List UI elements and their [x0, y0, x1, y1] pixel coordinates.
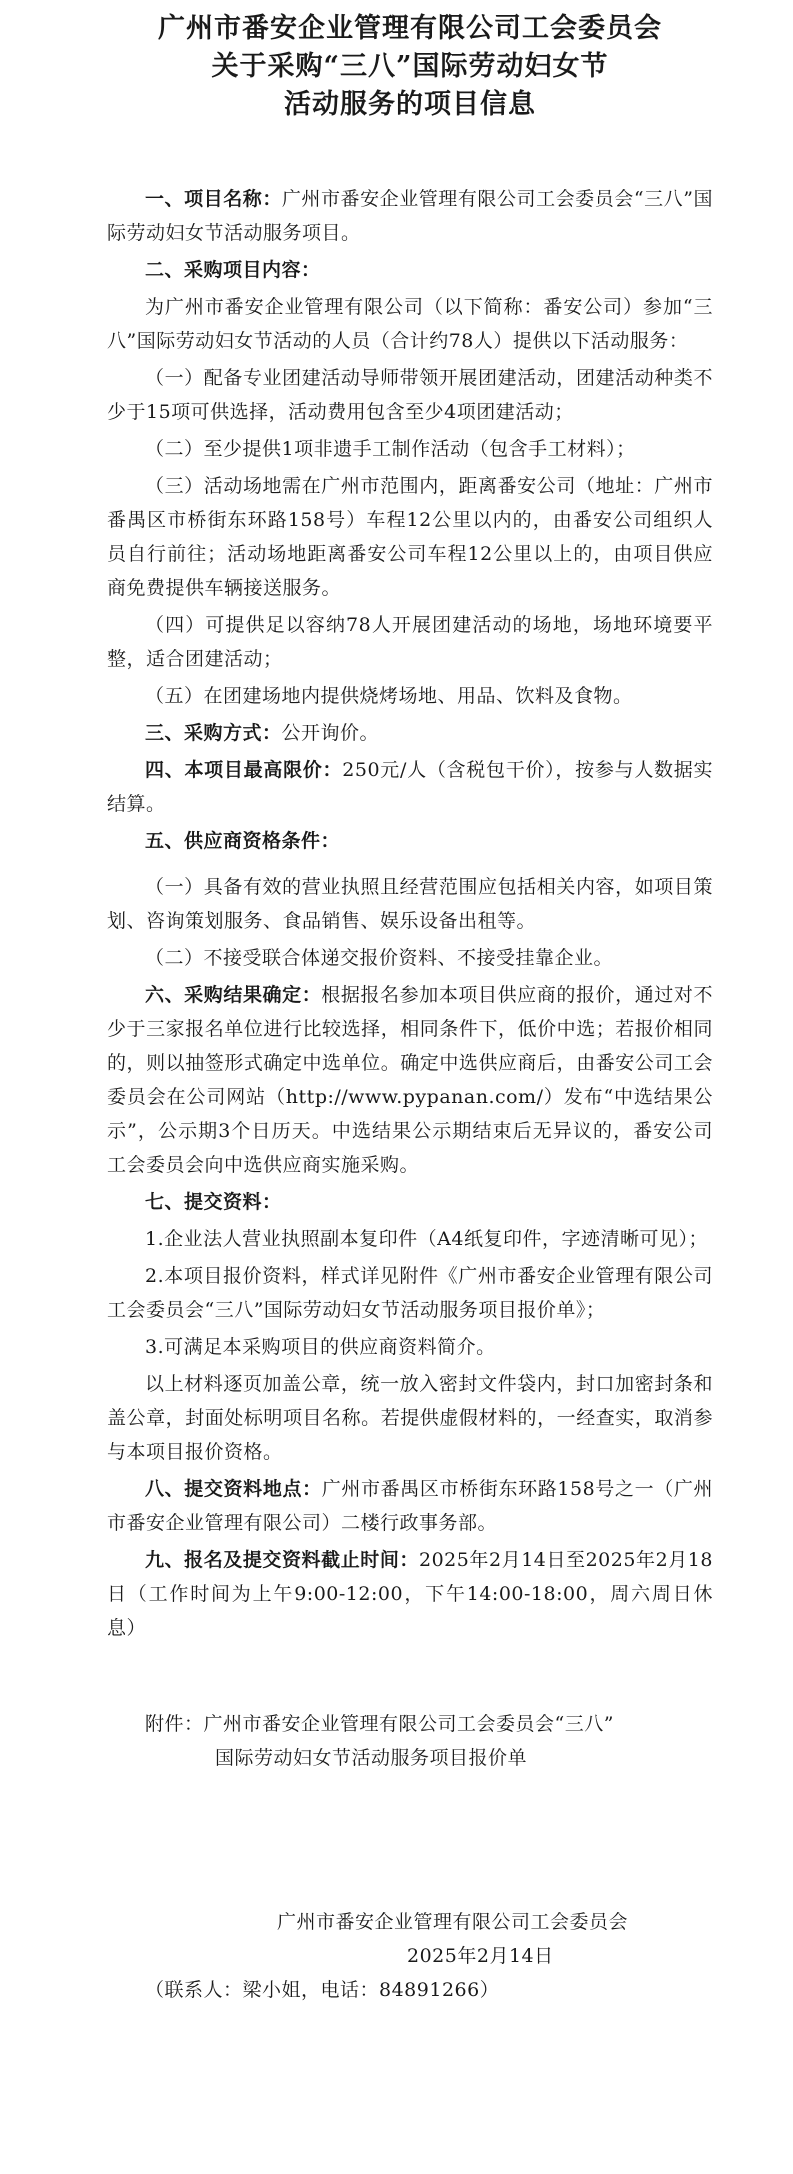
section-location [107, 1472, 713, 1540]
attachment-note [107, 1707, 713, 1775]
section-label: 三、采购方式： [145, 722, 282, 744]
section-text: 根据报名参加本项目供应商的报价，通过对不少于三家报名单位进行比较选择，相同条件下，低价中选；若报价相同的，则以抽签形式确定中选单位。确定中选供应商后，由番安公司工会委员会在公司网站（http://www.pypanan.com/）发布“中选结果公示”，公示期3个日历天。中选结果公示期结束后无异议的，番安公司工会委员会向中选供应商实施采购。 [107, 984, 713, 1176]
title-line-1: 广州市番安企业管理有限公司工会委员会 [158, 13, 662, 44]
attachment-line-2: 国际劳动妇女节活动服务项目报价单 [215, 1747, 528, 1769]
section-label: 五、供应商资格条件： [145, 830, 341, 852]
content-item-5: （五）在团建场地内提供烧烤场地、用品、饮料及食物。 [145, 685, 633, 707]
materials-note: 以上材料逐页加盖公章，统一放入密封文件袋内，封口加密封条和盖公章，封面处标明项目名称。若提供虚假材料的，一经查实，取消参与本项目报价资格。 [107, 1373, 713, 1463]
title-line-3: 活动服务的项目信息 [284, 89, 536, 120]
section-label: 四、本项目最高限价： [145, 759, 343, 781]
section-materials-heading [107, 1185, 713, 1219]
section-label: 九、报名及提交资料截止时间： [145, 1549, 419, 1571]
content-item-3: （三）活动场地需在广州市范围内，距离番安公司（地址：广州市番禺区市桥街东环路158号）车程12公里以内的，由番安公司组织人员自行前往；活动场地距离番安公司车程12公里以上的，由项目供应商免费提供车辆接送服务。 [107, 475, 713, 599]
materials-item-1: 1.企业法人营业执照副本复印件（A4纸复印件，字迹清晰可见）； [145, 1228, 708, 1250]
signature-org: 广州市番安企业管理有限公司工会委员会 [277, 1911, 629, 1933]
signature-date: 2025年2月14日 [407, 1945, 554, 1967]
section-text: 公开询价。 [281, 722, 380, 744]
contact-info: （联系人：梁小姐，电话：84891266） [145, 1979, 500, 2001]
section-qualification-heading [107, 824, 713, 858]
section-project-name [107, 182, 713, 250]
section-content-intro: 为广州市番安企业管理有限公司（以下简称：番安公司）参加“三八”国际劳动妇女节活动的人员（合计约78人）提供以下活动服务： [107, 296, 713, 352]
content-item-2: （二）至少提供1项非遗手工制作活动（包含手工材料）； [145, 438, 636, 460]
section-method [107, 716, 713, 750]
qualification-item-1: （一）具备有效的营业执照且经营范围应包括相关内容，如项目策划、咨询策划服务、食品销售、娱乐设备出租等。 [107, 876, 713, 932]
section-deadline [107, 1543, 713, 1645]
attachment-line-1: 附件：广州市番安企业管理有限公司工会委员会“三八” [145, 1713, 614, 1735]
section-label: 八、提交资料地点： [145, 1478, 322, 1500]
section-label: 一、项目名称： [145, 188, 282, 210]
section-label: 七、提交资料： [145, 1191, 282, 1213]
content-item-1: （一）配备专业团建活动导师带领开展团建活动，团建活动种类不少于15项可供选择，活动费用包含至少4项团建活动； [107, 367, 713, 423]
section-text: 广州市番禺区市桥街东环路158号之一（广州市番安企业管理有限公司）二楼行政事务部。 [107, 1478, 713, 1534]
materials-item-3: 3.可满足本采购项目的供应商资料简介。 [145, 1336, 496, 1358]
content-item-4: （四）可提供足以容纳78人开展团建活动的场地，场地环境要平整，适合团建活动； [107, 614, 713, 670]
section-price-limit [107, 753, 713, 821]
section-label: 六、采购结果确定： [145, 984, 322, 1006]
section-text: 2025年2月14日至2025年2月18日（工作时间为上午9:00-12:00，下午14:00-18:00，周六周日休息） [107, 1549, 713, 1639]
qualification-item-2: （二）不接受联合体递交报价资料、不接受挂靠企业。 [145, 947, 614, 969]
section-label: 二、采购项目内容： [145, 259, 321, 281]
section-content-heading [107, 253, 713, 287]
section-text: 250元/人（含税包干价），按参与人数据实结算。 [107, 759, 713, 815]
section-text: 广州市番安企业管理有限公司工会委员会“三八”国际劳动妇女节活动服务项目。 [107, 188, 713, 244]
title-line-2: 关于采购“三八”国际劳动妇女节 [211, 51, 609, 82]
document-title [107, 10, 713, 124]
section-result [107, 978, 713, 1182]
materials-item-2: 2.本项目报价资料，样式详见附件《广州市番安企业管理有限公司工会委员会“三八”国际劳动妇女节活动服务项目报价单》； [107, 1265, 713, 1321]
signature-block [107, 1905, 713, 1973]
